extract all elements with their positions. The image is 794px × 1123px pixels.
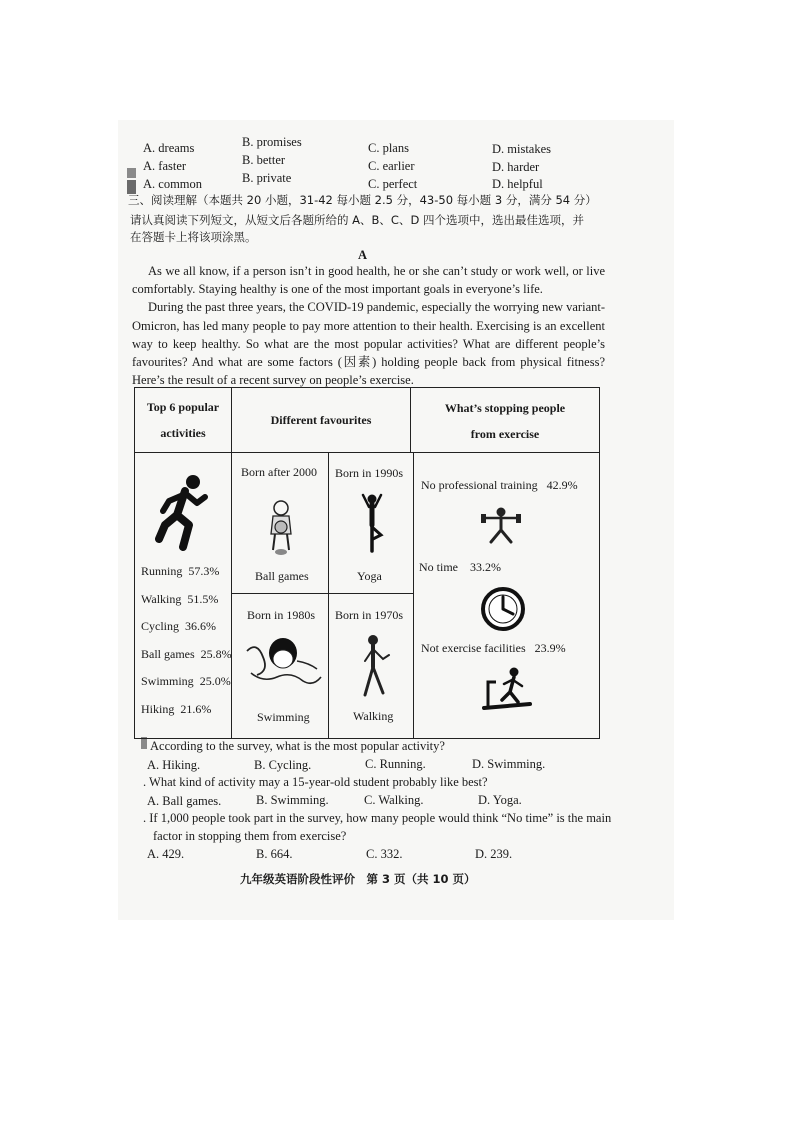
activity-name: Ball games <box>141 647 195 661</box>
option-3a: A. common <box>143 177 203 191</box>
question-stem-continued: factor in stopping them from exercise? <box>153 829 347 843</box>
option-1c: C. plans <box>368 141 409 155</box>
header-line: activities <box>160 426 206 440</box>
favourite-activity: Swimming <box>257 710 310 724</box>
activity-percent: 36.6% <box>185 619 216 633</box>
activity-percent: 25.8% <box>200 647 232 661</box>
option-3c: C. perfect <box>368 177 418 191</box>
reason-label: No time <box>419 560 458 574</box>
reason-item <box>421 641 566 656</box>
answer-option[interactable]: D. 239. <box>475 847 513 861</box>
option-1d: D. mistakes <box>492 142 552 156</box>
favourite-group: Born in 1990s <box>335 466 404 480</box>
activity-item <box>141 674 231 689</box>
table-divider <box>135 452 599 453</box>
section-instruction-1: 请认真阅读下列短文，从短文后各题所给的 A、B、C、D 四个选项中，选出最佳选项，并 <box>130 213 584 227</box>
swimmer-icon <box>243 633 323 693</box>
header-line: What’s stopping people <box>444 401 566 415</box>
answer-option[interactable]: C. Walking. <box>364 793 424 807</box>
header-different-favourites: Different favourites <box>270 413 372 427</box>
activity-percent: 21.6% <box>180 702 212 716</box>
ball-player-icon <box>263 500 299 556</box>
answer-option[interactable]: A. Ball games. <box>147 794 222 808</box>
survey-table <box>134 387 600 739</box>
option-1b: B. promises <box>242 135 302 149</box>
option-1a: A. dreams <box>143 141 195 155</box>
reason-percent: 42.9% <box>546 478 578 492</box>
question-stem: According to the survey, what is the most popular activity? <box>150 739 445 753</box>
answer-option[interactable]: D. Yoga. <box>478 793 522 807</box>
activity-name: Hiking <box>141 702 175 716</box>
header-line: Top 6 popular <box>146 400 220 414</box>
passage-letter: A <box>358 248 368 262</box>
header-stopping-exercise <box>411 395 599 447</box>
option-3b: B. private <box>242 171 292 185</box>
favourite-group: Born in 1980s <box>247 608 316 622</box>
option-2b: B. better <box>242 153 286 167</box>
table-divider <box>328 452 329 738</box>
activity-name: Running <box>141 564 183 578</box>
favourite-group: Born after 2000 <box>241 465 317 479</box>
question-stem: . If 1,000 people took part in the survey, how many people would think “No time” is the main <box>143 811 612 825</box>
answer-option[interactable]: D. Swimming. <box>472 757 546 771</box>
table-divider <box>231 593 413 594</box>
weight-training-icon <box>477 506 525 546</box>
activity-name: Walking <box>141 592 182 606</box>
header-top-activities <box>135 394 231 446</box>
activity-item <box>141 647 232 662</box>
activity-item <box>141 564 219 579</box>
favourite-activity: Walking <box>353 709 394 723</box>
passage-paragraph-2: During the past three years, the COVID-19 pandemic, especially the worrying new variant-Omicron, has led many people to pay more attention to their health. Exercising is an excellent way to keep healthy. So what are the most popular activities? What are different people’s favourites? And what are some factors (因素) holding people back from physical fitness? Here’s the result of a recent survey on people’s exercise. <box>132 300 605 388</box>
reason-label: No professional training <box>421 478 538 492</box>
favourite-group: Born in 1970s <box>335 608 404 622</box>
question-stem: . What kind of activity may a 15-year-old student probably like best? <box>143 775 488 789</box>
option-2c: C. earlier <box>368 159 415 173</box>
passage-paragraph-1: As we all know, if a person isn’t in good health, he or she can’t study or work well, or live comfortably. Staying healthy is one of the most important goals in everyone’s life. <box>132 264 605 297</box>
passage-body <box>132 262 605 389</box>
activity-name: Cycling <box>141 619 179 633</box>
activity-item <box>141 592 218 607</box>
option-2a: A. faster <box>143 159 187 173</box>
reason-item <box>419 560 501 575</box>
favourite-activity: Yoga <box>357 569 382 583</box>
option-2d: D. harder <box>492 160 540 174</box>
answer-option[interactable]: B. 664. <box>256 847 293 861</box>
running-person-icon <box>155 473 211 553</box>
section-instruction-2: 在答题卡上将该项涂黑。 <box>130 230 257 244</box>
activity-percent: 57.3% <box>188 564 220 578</box>
table-divider <box>231 388 232 738</box>
scan-mark <box>127 168 136 178</box>
activity-item <box>141 619 216 634</box>
yoga-pose-icon <box>357 493 387 553</box>
answer-option[interactable]: A. 429. <box>147 847 185 861</box>
activity-percent: 51.5% <box>187 592 219 606</box>
answer-option[interactable]: C. Running. <box>365 757 426 771</box>
reason-label: Not exercise facilities <box>421 641 526 655</box>
option-3d: D. helpful <box>492 177 543 191</box>
answer-option[interactable]: A. Hiking. <box>147 758 201 772</box>
activity-percent: 25.0% <box>199 674 231 688</box>
clock-icon <box>480 586 526 632</box>
walking-woman-icon <box>353 633 393 699</box>
answer-option[interactable]: C. 332. <box>366 847 403 861</box>
table-divider <box>413 452 414 738</box>
answer-option[interactable]: B. Cycling. <box>254 758 312 772</box>
reason-percent: 33.2% <box>470 560 501 574</box>
activity-item <box>141 702 211 717</box>
page-footer: 九年级英语阶段性评价 第 3 页（共 10 页） <box>240 872 476 886</box>
section-heading: 三、阅读理解（本题共 20 小题，31-42 每小题 2.5 分，43-50 每小题 3 分，满分 54 分） <box>128 193 597 207</box>
answer-option[interactable]: B. Swimming. <box>256 793 329 807</box>
activity-name: Swimming <box>141 674 194 688</box>
reason-percent: 23.9% <box>534 641 566 655</box>
favourite-activity: Ball games <box>255 569 309 583</box>
reason-item <box>421 478 578 493</box>
treadmill-icon <box>480 666 536 712</box>
header-line: from exercise <box>470 427 540 441</box>
